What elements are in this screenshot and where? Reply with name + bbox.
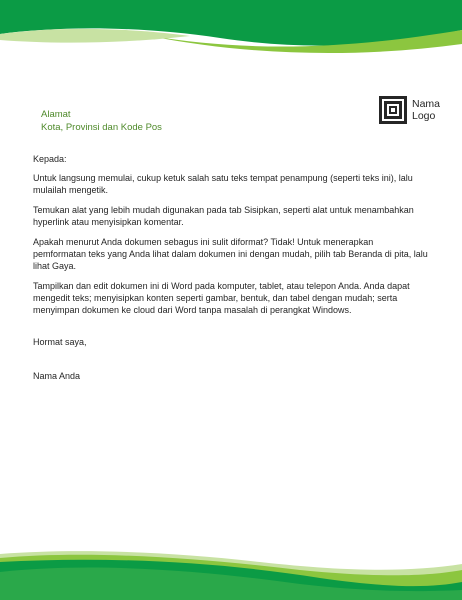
logo-text-line-2: Logo bbox=[412, 110, 436, 122]
sender-address bbox=[41, 109, 162, 134]
square-maze-logo-icon bbox=[379, 96, 407, 124]
body-paragraph-3: Apakah menurut Anda dokumen sebagus ini sulit diformat? Tidak! Untuk menerapkan pemformatan teks yang Anda lihat dalam dokumen ini dengan mudah, pilih tab Beranda di pita, lalu lihat Gaya. bbox=[33, 237, 428, 271]
logo-text-line-1: Nama bbox=[412, 98, 441, 110]
logo bbox=[379, 96, 440, 124]
logo-text bbox=[412, 98, 440, 122]
body-paragraph-4: Tampilkan dan edit dokumen ini di Word pada komputer, tablet, atau telepon Anda. Anda dapat mengedit teks; menyisipkan konten seperti gambar, bentuk, dan tabel dengan mudah; serta menyimpan dokumen ke cloud dari Word tanpa masalah di perangkat Windows. bbox=[33, 281, 410, 315]
greeting: Kepada: bbox=[33, 154, 67, 164]
address-line-1: Alamat bbox=[41, 109, 71, 120]
header-wave-band bbox=[0, 0, 462, 62]
body-paragraph-2: Temukan alat yang lebih mudah digunakan pada tab Sisipkan, seperti alat untuk menambahkan hyperlink atau menyisipkan komentar. bbox=[33, 205, 414, 227]
address-line-2: Kota, Provinsi dan Kode Pos bbox=[41, 121, 162, 133]
letter-body bbox=[33, 153, 428, 382]
footer-wave-band bbox=[0, 548, 462, 600]
signer-name: Nama Anda bbox=[33, 371, 81, 381]
body-paragraph-1: Untuk langsung memulai, cukup ketuk salah satu teks tempat penampung (seperti teks ini), lalu mulailah mengetik. bbox=[33, 173, 413, 195]
closing: Hormat saya, bbox=[33, 337, 87, 347]
